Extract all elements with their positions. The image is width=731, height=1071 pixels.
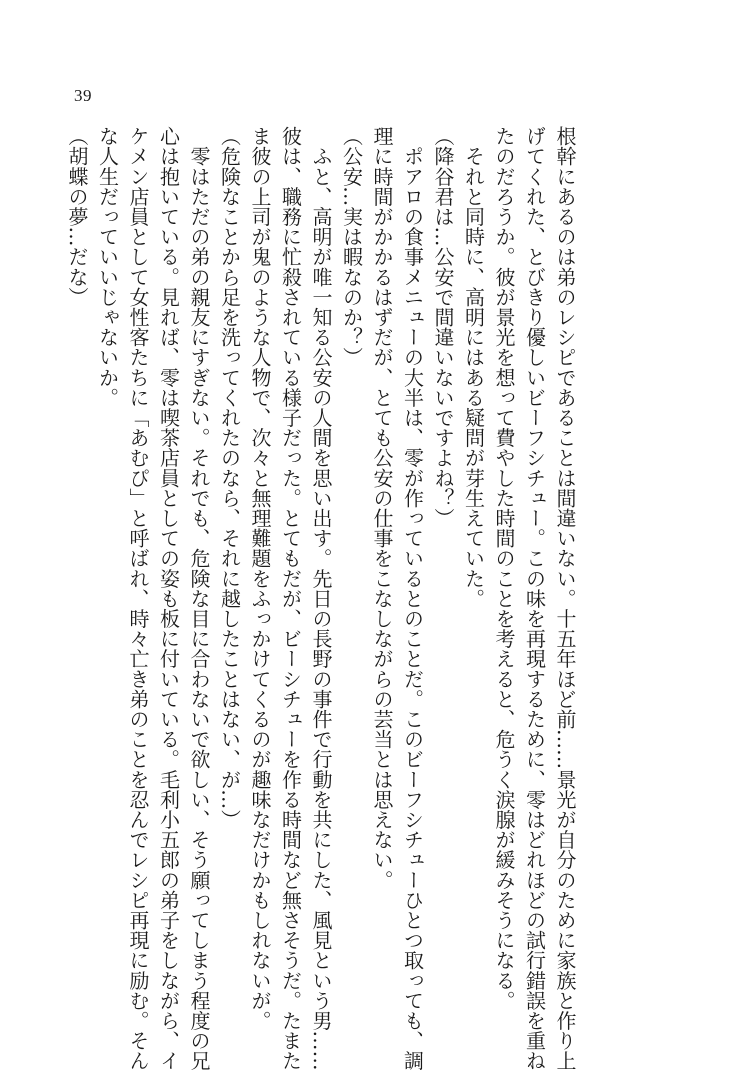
text-line: ふと、高明が唯一知る公安の人間を思い出す。先日の長野の事件で行動を共にした、風見という男…… — [309, 126, 333, 1071]
vertical-text-body — [65, 126, 580, 1071]
text-line: それと同時に、高明にはある疑問が芽生えていた。 — [461, 126, 486, 609]
text-line: ポアロの食事メニューの大半は、零が作っているとのことだ。このビーフシチューひとつ取っても、調 — [400, 126, 425, 1071]
text-line: 心は抱いている。見れば、零は喫茶店員としての姿も板に付いている。毛利小五郎の弟子をしながら、イ — [156, 126, 181, 1071]
text-line: 根幹にあるのは弟のレシピであることは間違いない。十五年ほど前……景光が自分のために家族と作り上 — [553, 126, 577, 1071]
text-line: 零はただの弟の親友にすぎない。それでも、危険な目に合わないで欲しい、そう願ってしまう程度の兄 — [187, 126, 211, 1071]
text-line: （胡蝶の夢…だな） — [65, 126, 89, 307]
text-line: 理に時間がかかるはずだが、とても公安の仕事をこなしながらの芸当とは思えない。 — [370, 126, 394, 890]
text-line: げてくれた、とびきり優しいビーフシチュー。この味を再現するために、零はどれほどの試行錯誤を重ね — [522, 126, 547, 1071]
text-line: ま彼の上司が鬼のような人物で、次々と無理難題をふっかけてくるのが趣味なだけかもしれないが。 — [248, 126, 272, 1031]
text-line: たのだろうか。彼が景光を想って費やした時間のことを考えると、危うく涙腺が緩みそうになる。 — [492, 126, 516, 1011]
text-line: （降谷君は…公安で間違いないですよね？） — [431, 126, 455, 528]
text-line: （危険なことから足を洗ってくれたのなら、それに越したことはない、が…） — [217, 126, 242, 830]
page-number: 39 — [74, 86, 92, 105]
text-line: ケメン店員として女性客たちに「あむぴ」と呼ばれ、時々亡き弟のことを忍んでレシピ再現に励む。そん — [126, 126, 150, 1071]
text-line: な人生だっていいじゃないか。 — [95, 126, 120, 408]
text-line: （公安…実は暇なのか？） — [339, 126, 364, 368]
text-line: 彼は、職務に忙殺されている様子だった。とてもだが、ビーシチューを作る時間など無さそうだ。たまた — [278, 126, 303, 1071]
